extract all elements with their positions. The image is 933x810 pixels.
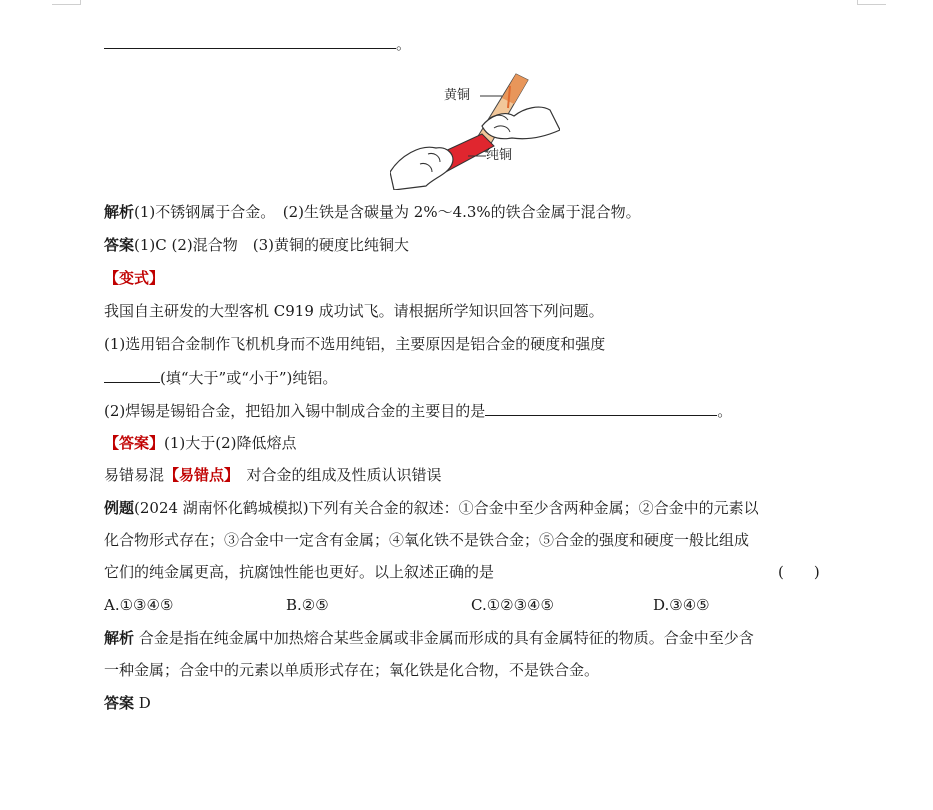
variant-answer: 【答案】(1)大于(2)降低熔点 <box>104 434 297 452</box>
variant-question-2: (2)焊锡是锡铅合金，把铅加入锡中制成合金的主要目的是 。 <box>104 402 733 420</box>
brass-label: 黄铜 <box>444 88 471 103</box>
hands-scratching-illustration <box>390 68 560 190</box>
brass-copper-figure <box>390 68 560 190</box>
example-line-3: 它们的纯金属更高，抗腐蚀性能也更好。以上叙述正确的是 <box>104 563 495 581</box>
page-corner-mark <box>857 0 886 5</box>
variant-heading: 【变式】 <box>104 269 165 287</box>
answer-paragraph-2: 答案 D <box>104 694 151 712</box>
example-line-2: 化合物形式存在；③合金中一定含有金属；④氧化铁不是铁合金；⑤合金的强度和硬度一般比组成 <box>104 531 750 549</box>
copper-label: 纯铜 <box>486 148 513 163</box>
analysis-paragraph-2-cont: 一种金属；合金中的元素以单质形式存在；氧化铁是化合物，不是铁合金。 <box>104 661 600 679</box>
option-a: A.①③④⑤ <box>104 596 174 614</box>
variant-intro: 我国自主研发的大型客机 C919 成功试飞。请根据所学知识回答下列问题。 <box>104 302 604 320</box>
analysis-paragraph-2: 解析 合金是指在纯金属中加热熔合某些金属或非金属而形成的具有金属特征的物质。合金中至少含 <box>104 629 754 647</box>
option-b: B.②⑤ <box>286 596 329 614</box>
analysis-label: 解析 <box>104 203 135 221</box>
answer-label: 【答案】 <box>104 434 165 452</box>
answer-label: 答案 <box>104 236 135 254</box>
answer-label: 答案 <box>104 694 135 712</box>
answer-paragraph: 答案(1)C (2)混合物 (3)黄铜的硬度比纯铜大 <box>104 236 410 254</box>
analysis-paragraph: 解析(1)不锈钢属于合金。 (2)生铁是含碳量为 2%～4.3%的铁合金属于混合物。 <box>104 203 641 221</box>
answer-parentheses: ( ) <box>778 563 820 581</box>
example-label: 例题 <box>104 499 135 517</box>
analysis-label: 解析 <box>104 629 135 647</box>
top-blank-line: 。 <box>104 33 844 54</box>
pitfall-tag: 【易错点】 <box>164 466 232 484</box>
pitfall-line: 易错易混【易错点】 对合金的组成及性质认识错误 <box>104 466 442 484</box>
option-c: C.①②③④⑤ <box>471 596 554 614</box>
variant-question-1-cont: (填“大于”或“小于”)纯铝。 <box>104 367 844 388</box>
variant-question-1: (1)选用铝合金制作飞机机身而不选用纯铝，主要原因是铝合金的硬度和强度 <box>104 335 606 353</box>
answer-blank <box>485 400 717 416</box>
answer-blank <box>104 33 396 49</box>
example-line-1: 例题(2024 湖南怀化鹤城模拟)下列有关合金的叙述：①合金中至少含两种金属；②合金中的元素以 <box>104 499 759 517</box>
page-corner-mark <box>52 0 81 5</box>
answer-blank <box>104 367 160 383</box>
option-d: D.③④⑤ <box>653 596 710 614</box>
